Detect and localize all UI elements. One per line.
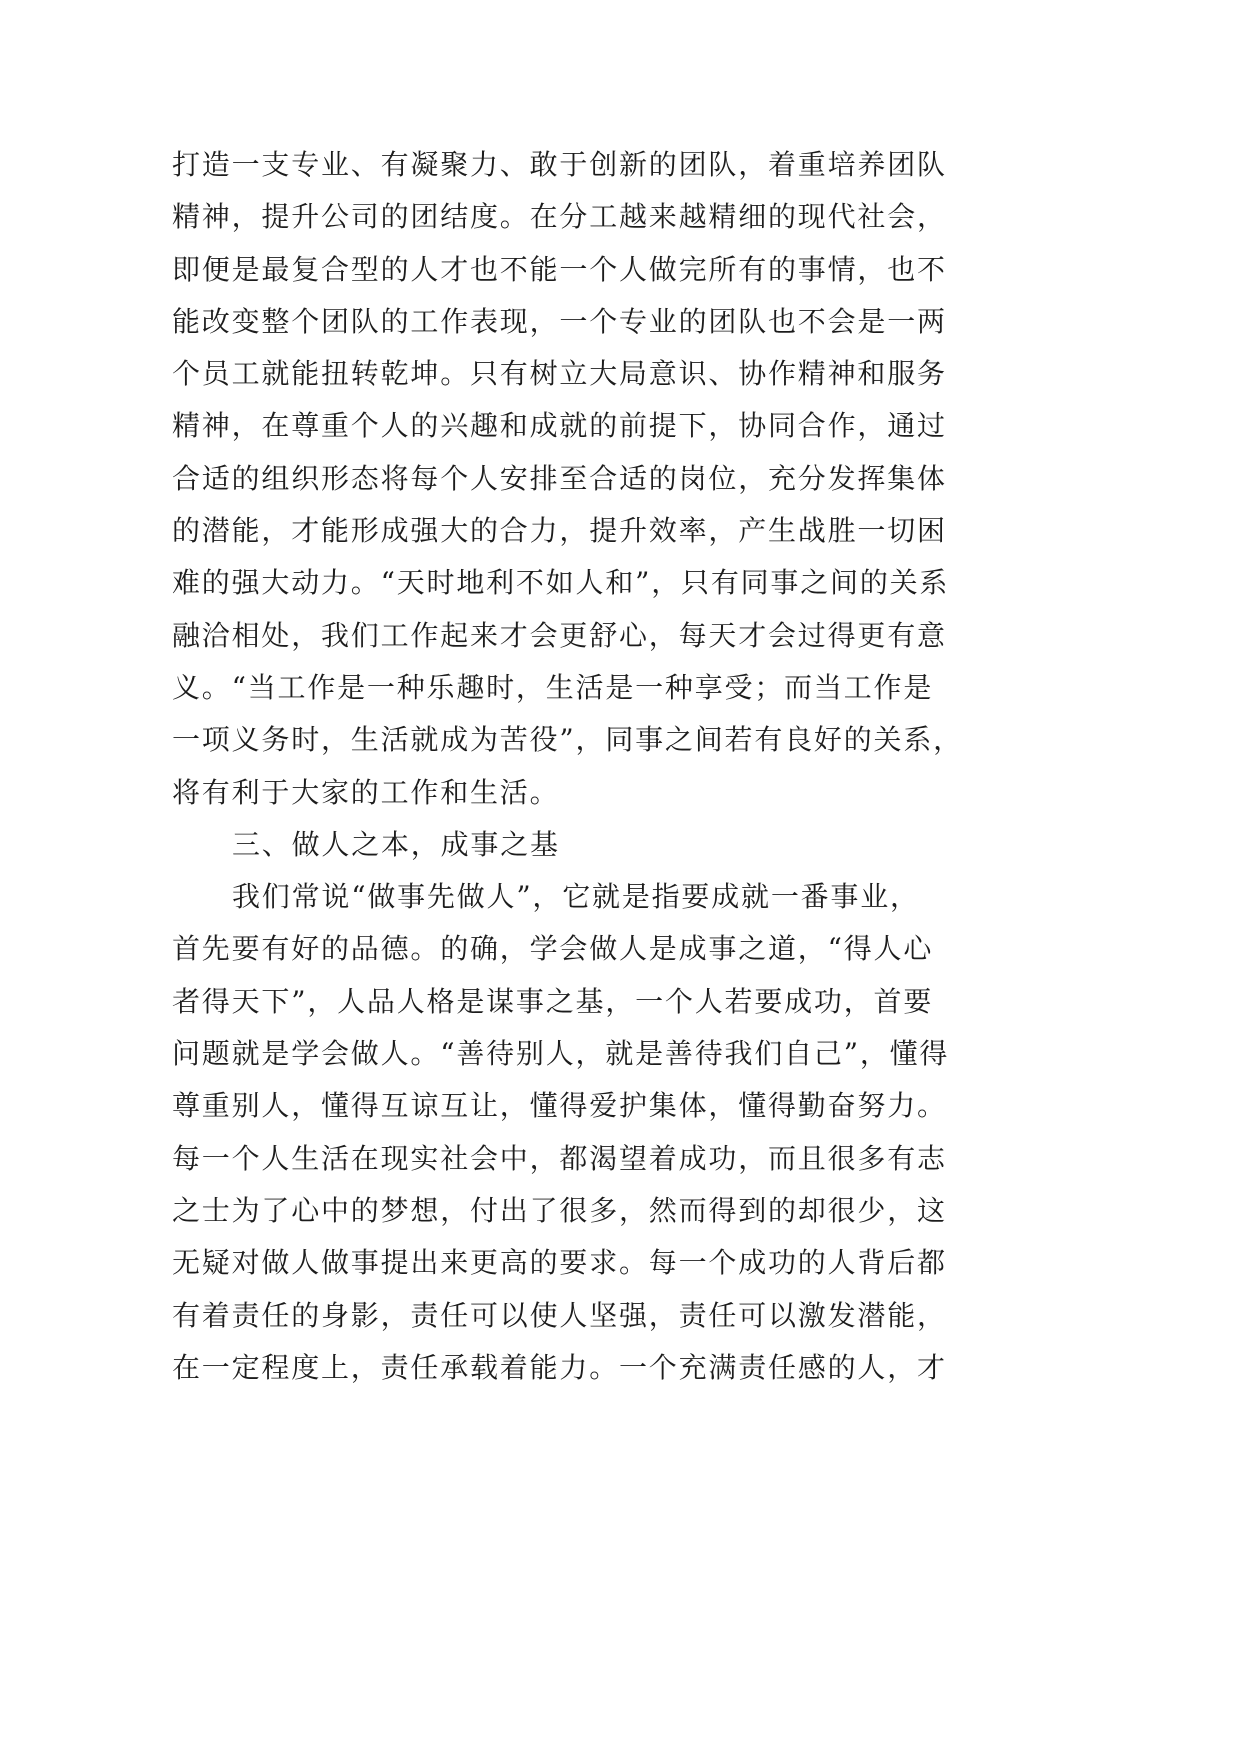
text-line: 能改变整个团队的工作表现，一个专业的团队也不会是一两 (172, 304, 947, 338)
text-line: 融洽相处，我们工作起来才会更舒心，每天才会过得更有意 (172, 618, 947, 652)
text-line: 个员工就能扭转乾坤。只有树立大局意识、协作精神和服务 (172, 357, 947, 391)
text-line: 无疑对做人做事提出来更高的要求。每一个成功的人背后都 (172, 1246, 947, 1280)
section-heading (172, 819, 992, 871)
text-line: 问题就是学会做人。“善待别人，就是善待我们自己”，懂得 (172, 1037, 950, 1071)
text-line: 之士为了心中的梦想，付出了很多，然而得到的却很少，这 (172, 1193, 947, 1227)
body-paragraph (172, 871, 992, 1394)
text-line: 在一定程度上，责任承载着能力。一个充满责任感的人，才 (172, 1350, 947, 1384)
text-line: 打造一支专业、有凝聚力、敢于创新的团队，着重培养团队 (172, 148, 947, 181)
text-line: 我们常说“做事先做人”，它就是指要成就一番事业， (232, 880, 920, 914)
text-line: 每一个人生活在现实社会中，都渴望着成功，而且很多有志 (172, 1141, 947, 1175)
section-heading-text: 三、做人之本，成事之基 (232, 827, 560, 861)
text-line: 即便是最复合型的人才也不能一个人做完所有的事情，也不 (172, 252, 947, 286)
text-line: 精神，在尊重个人的兴趣和成就的前提下，协同合作，通过 (172, 409, 947, 443)
text-line: 合适的组织形态将每个人安排至合适的岗位，充分发挥集体 (172, 461, 947, 495)
text-line: 精神，提升公司的团结度。在分工越来越精细的现代社会， (172, 200, 947, 234)
text-line: 尊重别人，懂得互谅互让，懂得爱护集体，懂得勤奋努力。 (172, 1089, 947, 1123)
document-body (172, 139, 992, 1394)
text-line: 的潜能，才能形成强大的合力，提升效率，产生战胜一切困 (172, 514, 947, 548)
text-line: 者得天下”，人品人格是谋事之基，一个人若要成功，首要 (172, 984, 934, 1018)
text-line: 有着责任的身影，责任可以使人坚强，责任可以激发潜能， (172, 1298, 947, 1332)
body-paragraph (172, 139, 992, 819)
text-line: 一项义务时，生活就成为苦役”，同事之间若有良好的关系， (172, 723, 963, 757)
text-line: 首先要有好的品德。的确，学会做人是成事之道，“得人心 (172, 932, 934, 966)
text-line: 义。“当工作是一种乐趣时，生活是一种享受；而当工作是 (172, 670, 934, 704)
text-line: 难的强大动力。“天时地利不如人和”，只有同事之间的关系 (172, 566, 950, 600)
text-line: 将有利于大家的工作和生活。 (172, 775, 560, 809)
